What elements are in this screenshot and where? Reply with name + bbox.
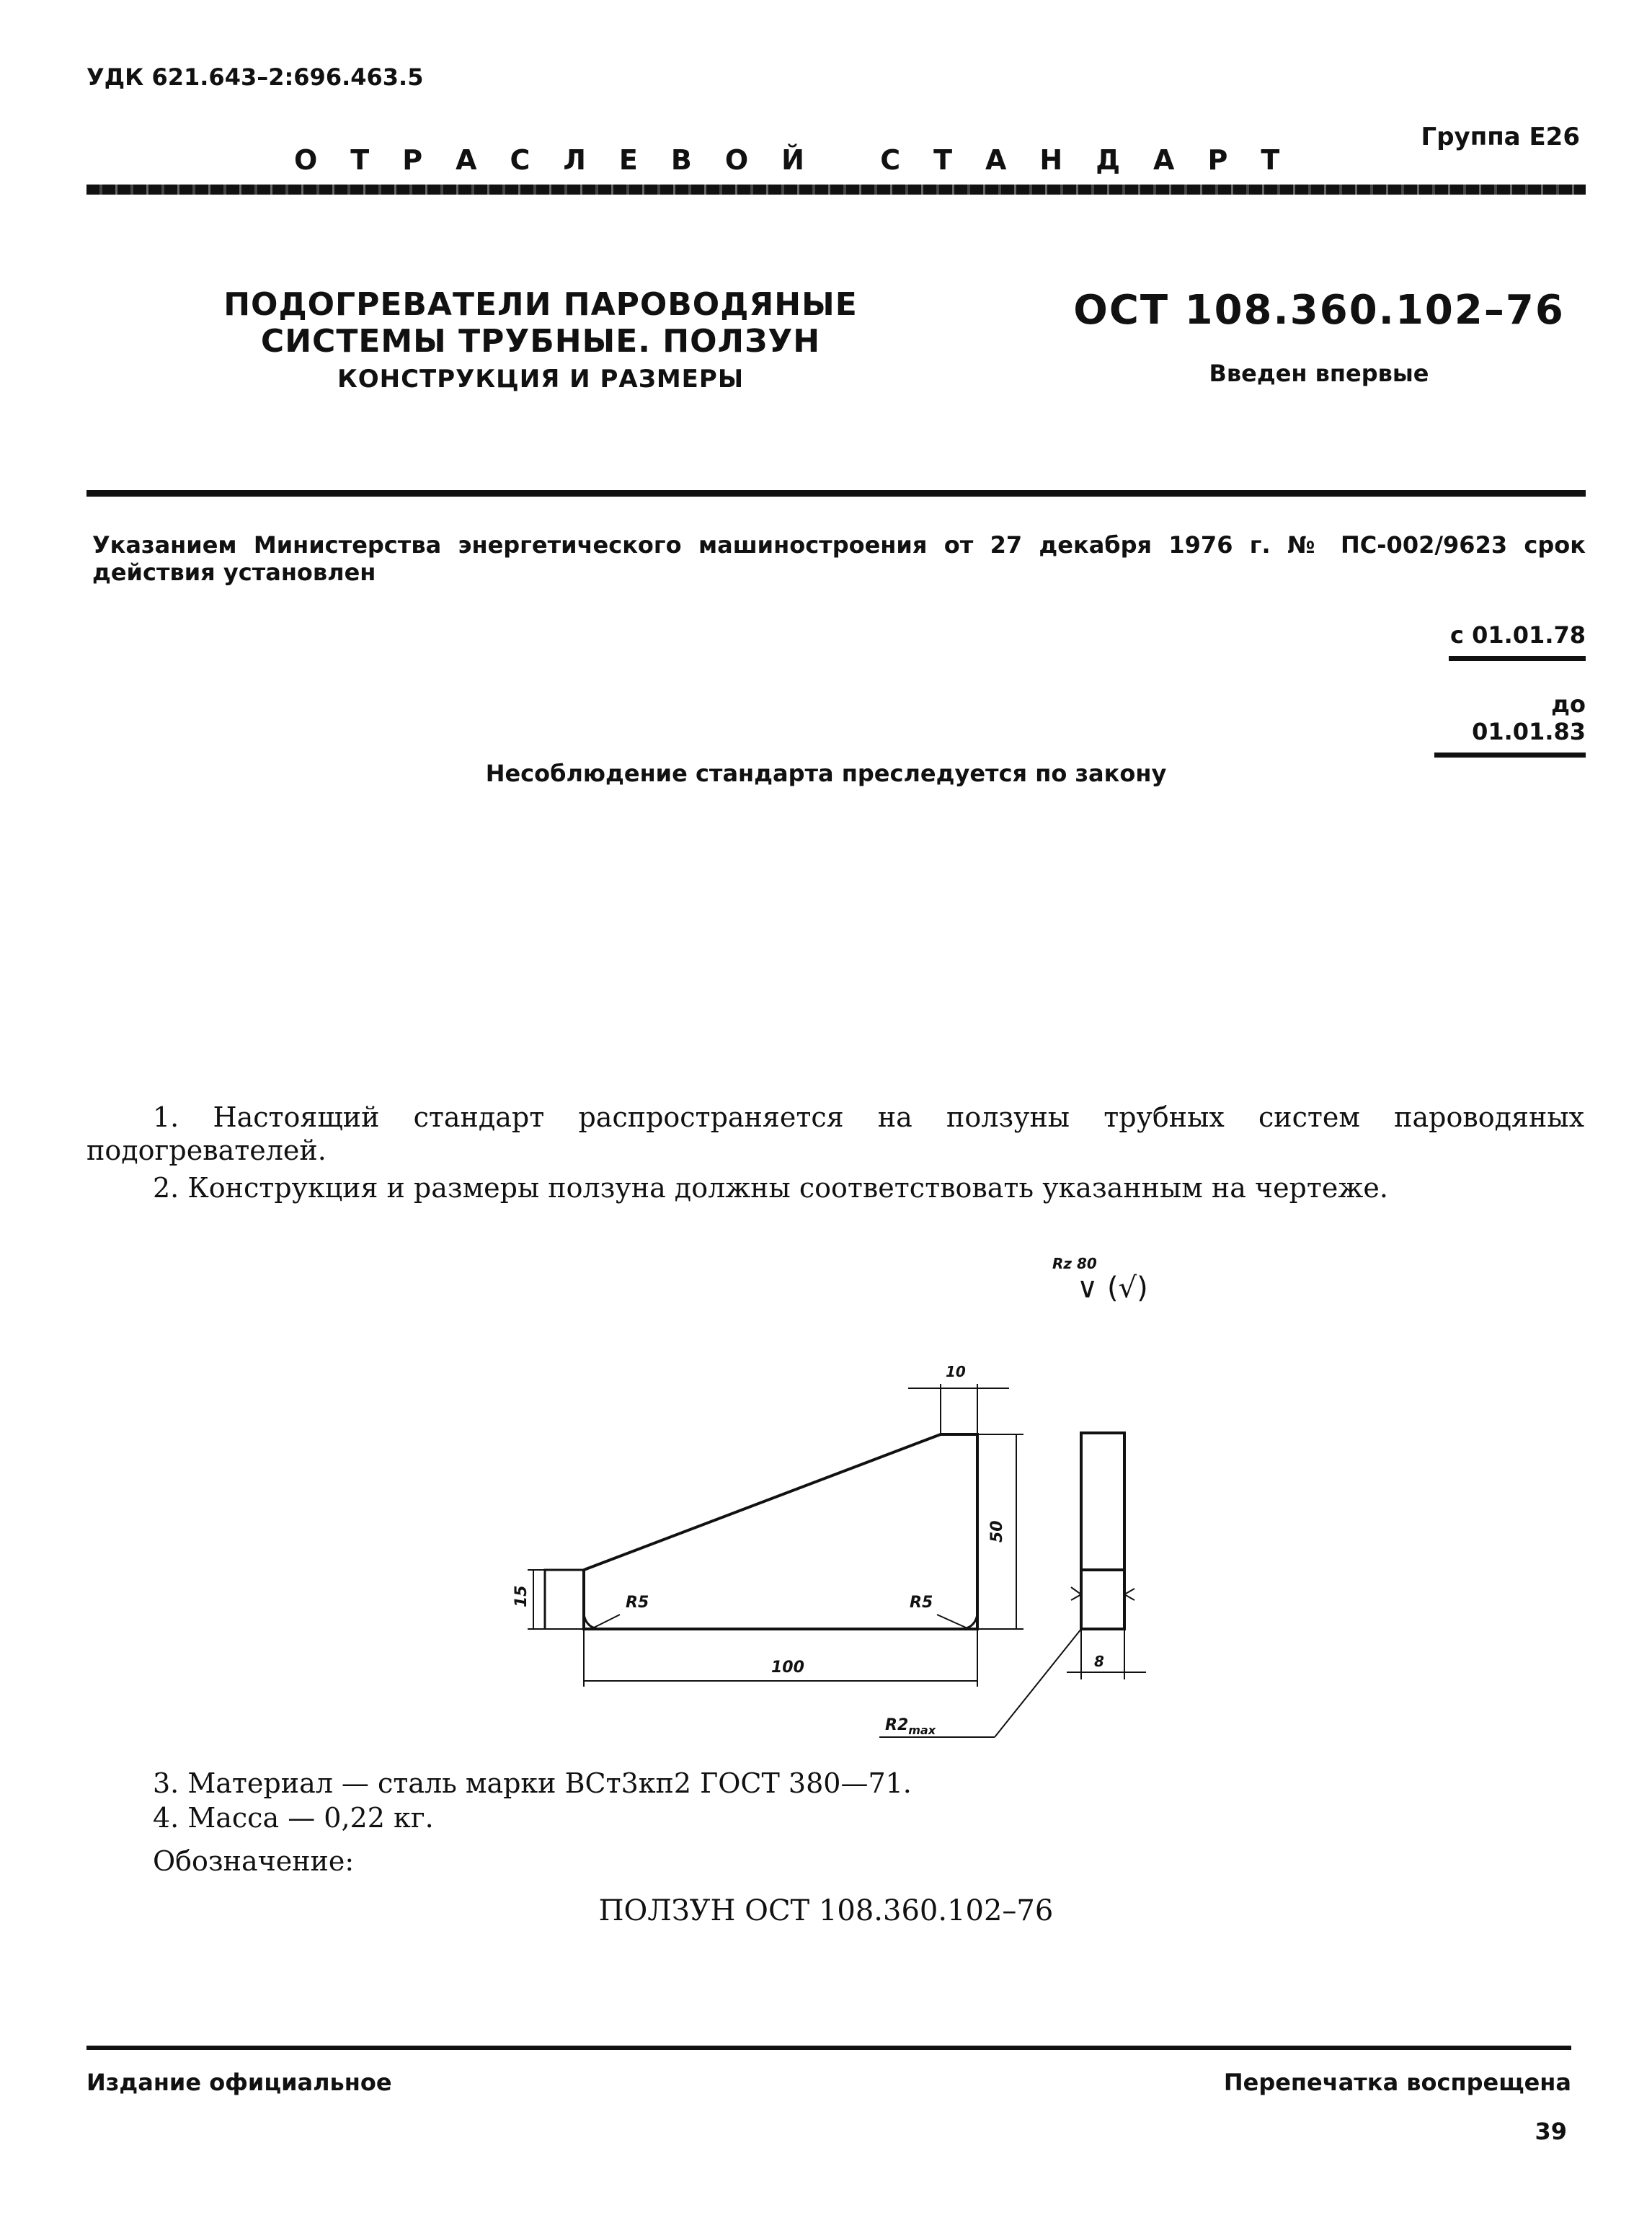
radius-right-label: R5 — [910, 1594, 933, 1612]
title-line-2: СИСТЕМЫ ТРУБНЫЕ. ПОЛЗУН — [260, 322, 821, 360]
roughness-mark: ∨ (√) — [1077, 1271, 1148, 1305]
standard-code: ОСТ 108.360.102–76 — [1073, 287, 1565, 334]
valid-to-underline — [1434, 753, 1586, 758]
paragraph-4: 4. Масса — 0,22 кг. — [153, 1802, 434, 1834]
paragraph-1: 1. Настоящий стандарт распространяется на ползуны трубных систем пароводяных подогревателей. — [86, 1101, 1584, 1166]
middle-rule — [86, 490, 1586, 497]
side-view — [1081, 1433, 1124, 1629]
valid-from-underline — [1449, 656, 1586, 661]
introduced-note: Введен впервые — [1209, 360, 1429, 387]
law-notice: Несоблюдение стандарта преследуется по закону — [485, 760, 1167, 787]
decree-text: Указанием Министерства энергетического машиностроения от 27 декабря 1976 г. № ПС-002/9623 срок действия установлен — [92, 531, 1586, 586]
title-line-1: ПОДОГРЕВАТЕЛИ ПАРОВОДЯНЫЕ — [223, 286, 858, 323]
paragraph-3: 3. Материал — сталь марки ВСт3кп2 ГОСТ 380—71. — [153, 1767, 912, 1799]
radius-max-value: R2 — [885, 1716, 909, 1734]
dim-length-label: 100 — [771, 1659, 804, 1677]
designation-value: ПОЛЗУН ОСТ 108.360.102–76 — [598, 1894, 1054, 1927]
paragraph-2: 2. Конструкция и размеры ползуна должны соответствовать указанным на чертеже. — [153, 1172, 1388, 1204]
top-rule — [86, 185, 1586, 195]
dim-thickness-label: 8 — [1094, 1653, 1104, 1670]
dimension-lines — [528, 1384, 1023, 1687]
edition-note: Издание официальное — [86, 2069, 392, 2096]
designation-label: Обозначение: — [153, 1845, 355, 1877]
dim-top-label: 10 — [946, 1363, 966, 1380]
standard-banner: ОТРАСЛЕВОЙ СТАНДАРТ — [294, 144, 1313, 176]
udk-code: УДК 621.643–2:696.463.5 — [86, 63, 424, 91]
group-code: Группа Е26 — [1421, 123, 1580, 151]
dim-left-label: 15 — [512, 1585, 530, 1607]
valid-from-text: с 01.01.78 — [1449, 621, 1586, 649]
radius-max-subscript: max — [908, 1723, 936, 1737]
document-title — [216, 287, 865, 394]
slider-drawing — [505, 1240, 1196, 1737]
title-line-3: КОНСТРУКЦИЯ И РАЗМЕРЫ — [337, 365, 745, 394]
page-number: 39 — [1535, 2118, 1567, 2145]
standard-block — [1067, 287, 1571, 387]
bottom-rule — [86, 2046, 1571, 2050]
radius-left-label: R5 — [626, 1594, 649, 1612]
roughness-label: Rz 80 — [1052, 1255, 1097, 1272]
valid-to-text: до 01.01.83 — [1472, 691, 1586, 745]
valid-from — [1449, 621, 1586, 661]
radius-max-label — [885, 1716, 936, 1737]
reprint-note: Перепечатка воспрещена — [1223, 2069, 1571, 2096]
dim-height-label: 50 — [988, 1520, 1006, 1542]
valid-to — [1434, 691, 1586, 758]
